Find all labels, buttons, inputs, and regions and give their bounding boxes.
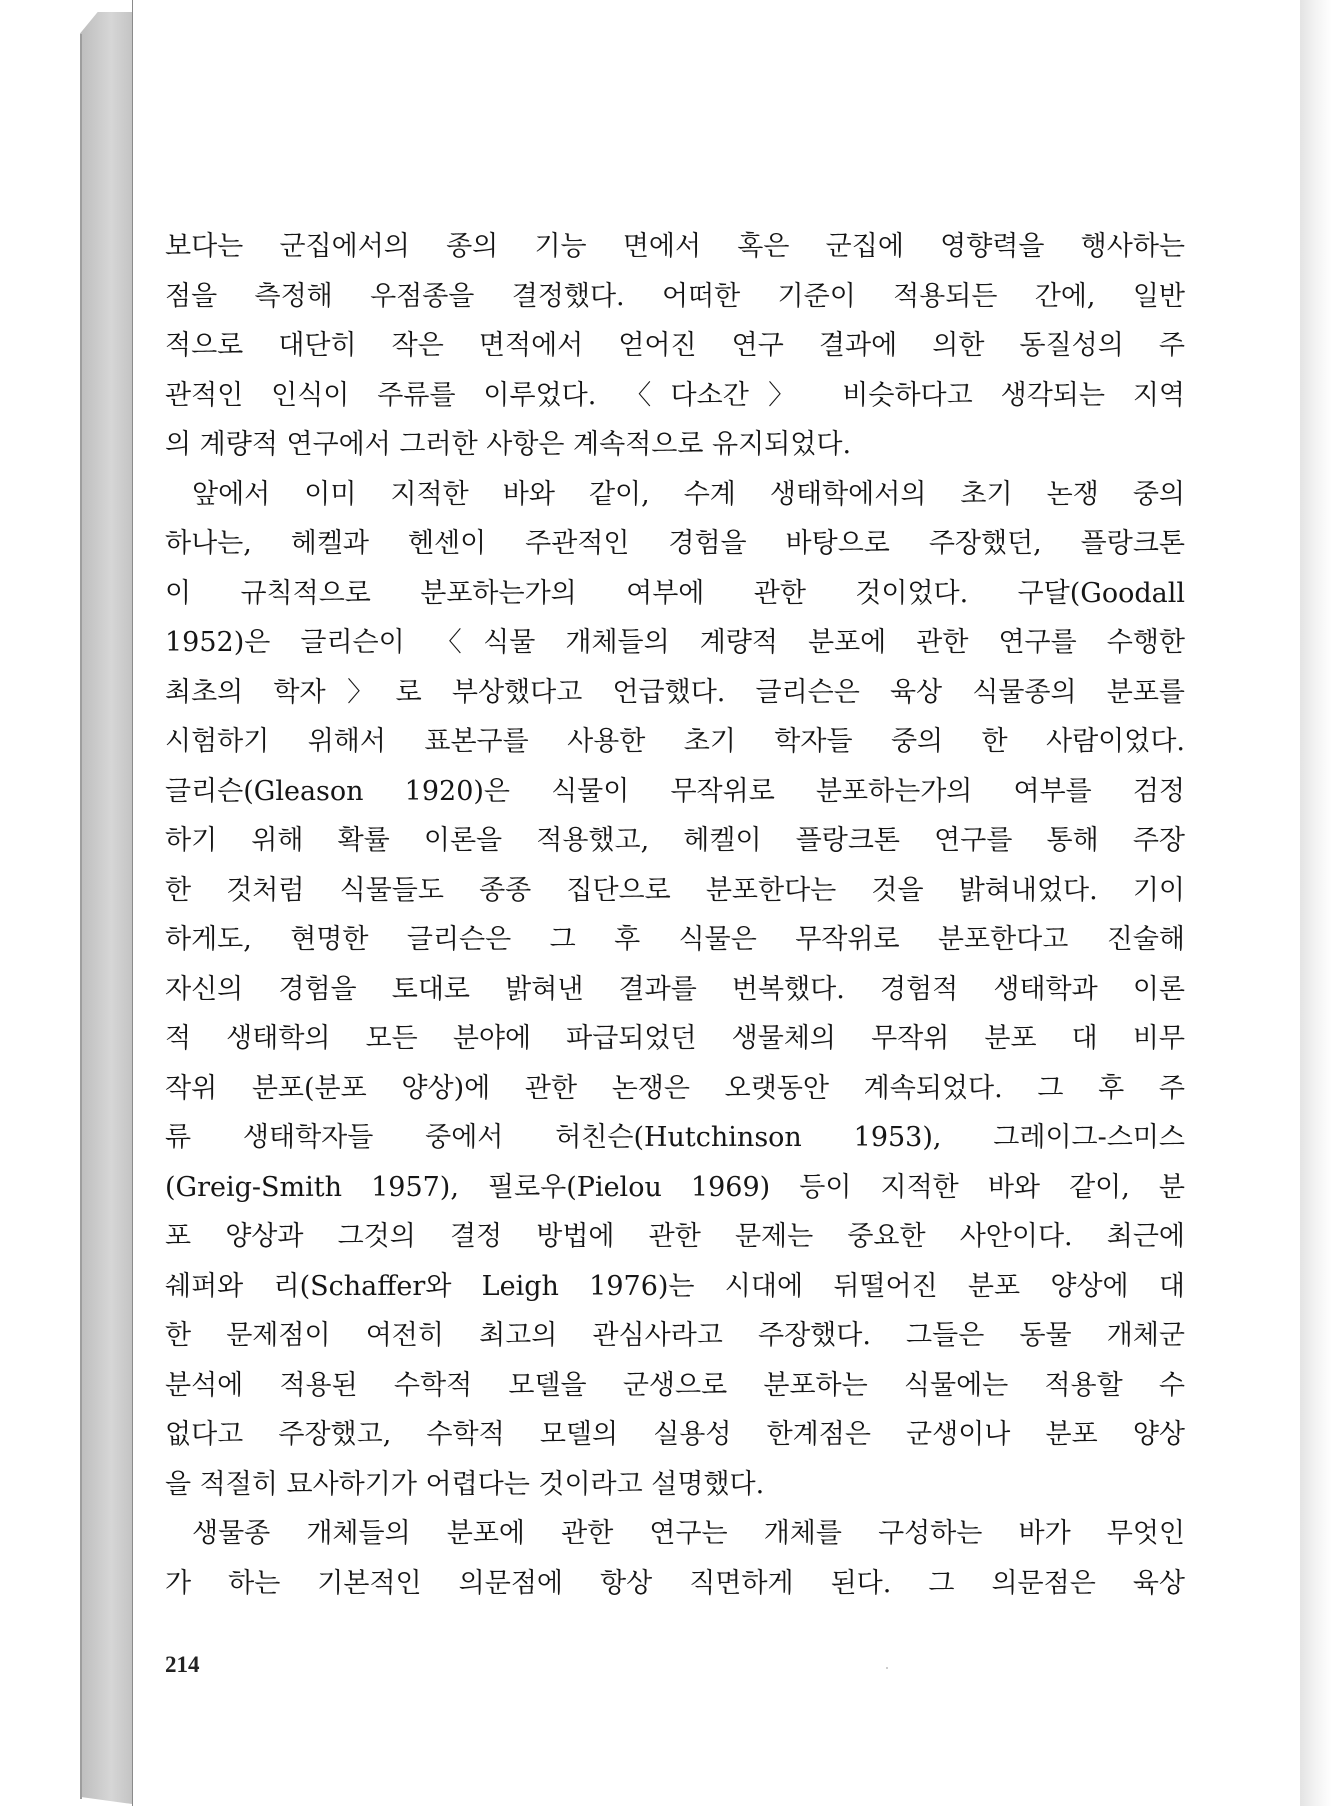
text-line: 시험하기 위해서 표본구를 사용한 초기 학자들 중의 한 사람이었다. bbox=[165, 726, 1185, 757]
paragraph-3 bbox=[165, 1509, 1185, 1608]
text-line: 의 계량적 연구에서 그러한 사항은 계속적으로 유지되었다. bbox=[165, 429, 852, 460]
page-shadow bbox=[1300, 0, 1332, 1806]
spine-edge bbox=[80, 34, 82, 1799]
text-line: 생물종 개체들의 분포에 관한 연구는 개체를 구성하는 바가 무엇인 bbox=[192, 1518, 1185, 1549]
text-line: 최초의 학자〉로 부상했다고 언급했다. 글리슨은 육상 식물종의 분포를 bbox=[165, 676, 1185, 708]
text-line: 이 규칙적으로 분포하는가의 여부에 관한 것이었다. 구달(Goodall bbox=[165, 577, 1185, 609]
text-line: 자신의 경험을 토대로 밝혀낸 결과를 번복했다. 경험적 생태학과 이론 bbox=[165, 973, 1185, 1005]
text-line: 글리슨(Gleason 1920)은 식물이 무작위로 분포하는가의 여부를 검정 bbox=[165, 775, 1185, 807]
text-line: 점을 측정해 우점종을 결정했다. 어떠한 기준이 적용되든 간에, 일반 bbox=[165, 280, 1185, 312]
text-line: (Greig-Smith 1957), 필로우(Pielou 1969) 등이 지적한 바와 같이, 분 bbox=[165, 1171, 1185, 1203]
text-line: 앞에서 이미 지적한 바와 같이, 수계 생태학에서의 초기 논쟁 중의 bbox=[192, 478, 1185, 510]
text-line: 하기 위해 확률 이론을 적용했고, 헤켈이 플랑크톤 연구를 통해 주장 bbox=[165, 825, 1185, 856]
text-line: 보다는 군집에서의 종의 기능 면에서 혹은 군집에 영향력을 행사하는 bbox=[165, 231, 1185, 262]
text-line: 적 생태학의 모든 분야에 파급되었던 생물체의 무작위 분포 대 비무 bbox=[165, 1023, 1185, 1054]
text-line: 없다고 주장했고, 수학적 모델의 실용성 한계점은 군생이나 분포 양상 bbox=[165, 1419, 1185, 1450]
text-line: 한 문제점이 여전히 최고의 관심사라고 주장했다. 그들은 동물 개체군 bbox=[165, 1320, 1185, 1351]
text-line: 쉐퍼와 리(Schaffer와 Leigh 1976)는 시대에 뒤떨어진 분포 양상에 대 bbox=[165, 1270, 1185, 1302]
text-line: 작위 분포(분포 양상)에 관한 논쟁은 오랫동안 계속되었다. 그 후 주 bbox=[165, 1072, 1185, 1104]
text-line: 을 적절히 묘사하기가 어렵다는 것이라고 설명했다. bbox=[165, 1468, 765, 1500]
text-line: 분석에 적용된 수학적 모델을 군생으로 분포하는 식물에는 적용할 수 bbox=[165, 1369, 1185, 1401]
text-line: 가 하는 기본적인 의문점에 항상 직면하게 된다. 그 의문점은 육상 bbox=[165, 1567, 1185, 1599]
text-line: 하게도, 현명한 글리슨은 그 후 식물은 무작위로 분포한다고 진술해 bbox=[165, 924, 1185, 955]
text-line: 1952)은 글리슨이 〈식물 개체들의 계량적 분포에 관한 연구를 수행한 bbox=[165, 627, 1185, 658]
paragraph-2 bbox=[165, 470, 1185, 1510]
text-line: 적으로 대단히 작은 면적에서 얻어진 연구 결과에 의한 동질성의 주 bbox=[165, 330, 1185, 361]
text-line: 관적인 인식이 주류를 이루었다. 〈다소간〉 비슷하다고 생각되는 지역 bbox=[165, 379, 1185, 411]
scan-speck bbox=[886, 1667, 888, 1669]
text-line: 한 것처럼 식물들도 종종 집단으로 분포한다는 것을 밝혀내었다. 기이 bbox=[165, 874, 1185, 906]
text-line: 포 양상과 그것의 결정 방법에 관한 문제는 중요한 사안이다. 최근에 bbox=[165, 1221, 1185, 1252]
book-spine bbox=[80, 12, 132, 1804]
text-line: 하나는, 헤켈과 헨센이 주관적인 경험을 바탕으로 주장했던, 플랑크톤 bbox=[165, 528, 1185, 559]
paragraph-1 bbox=[165, 222, 1185, 470]
page-number: 214 bbox=[165, 1652, 200, 1677]
text-line: 류 생태학자들 중에서 허친슨(Hutchinson 1953), 그레이그-스미스 bbox=[165, 1122, 1185, 1153]
body-text bbox=[165, 222, 1185, 1608]
